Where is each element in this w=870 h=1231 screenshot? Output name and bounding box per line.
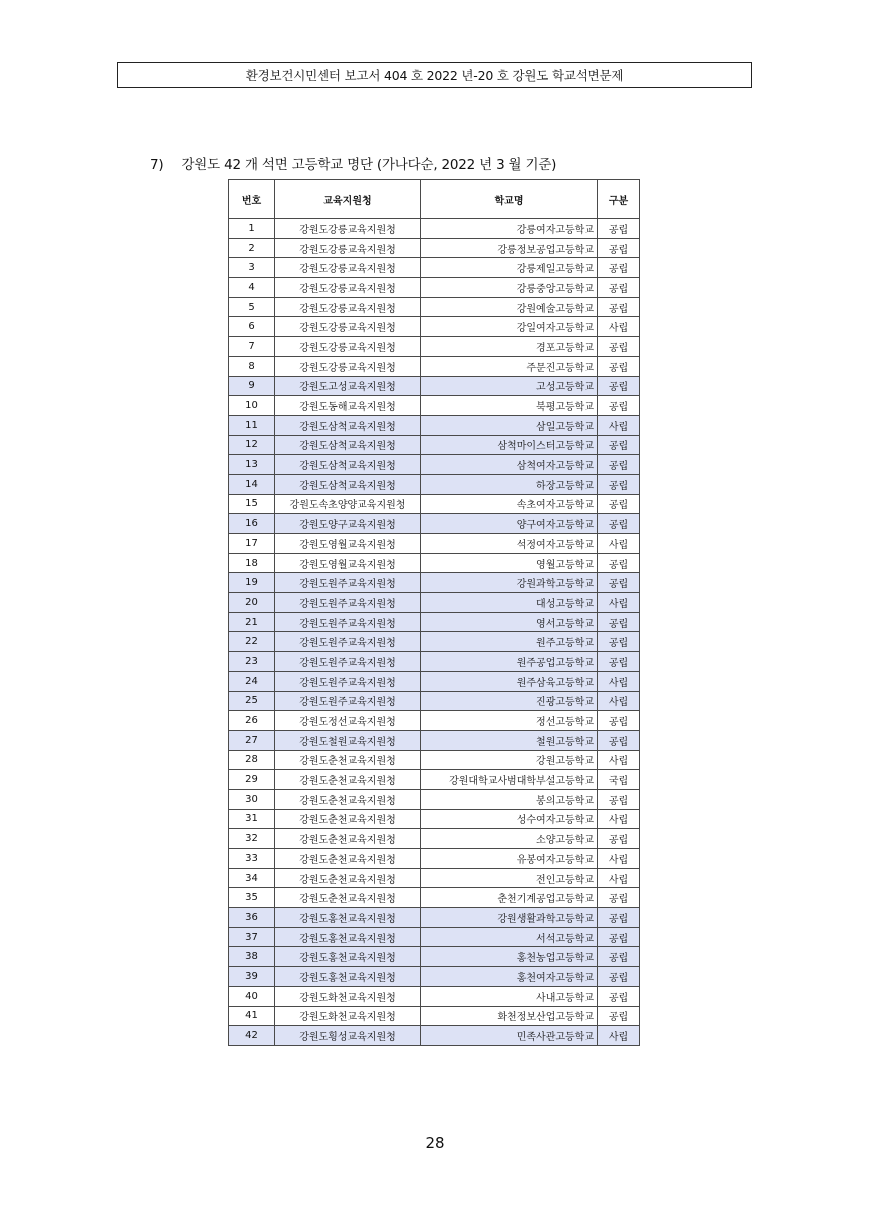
table-row [229, 908, 640, 928]
cell-school: 영월고등학교 [421, 553, 598, 573]
cell-school: 홍천여자고등학교 [421, 967, 598, 987]
cell-school: 양구여자고등학교 [421, 514, 598, 534]
cell-office: 강원도홍천교육지원청 [275, 967, 421, 987]
cell-school: 강릉여자고등학교 [421, 219, 598, 239]
table-row [229, 652, 640, 672]
cell-office: 강원도강릉교육지원청 [275, 219, 421, 239]
cell-school: 전인고등학교 [421, 868, 598, 888]
cell-type: 공립 [598, 396, 640, 416]
column-header-office: 교육지원청 [275, 180, 421, 219]
cell-type: 사립 [598, 671, 640, 691]
table-row [229, 1026, 640, 1046]
table-row [229, 593, 640, 613]
cell-office: 강원도강릉교육지원청 [275, 356, 421, 376]
table-row [229, 947, 640, 967]
cell-number: 2 [229, 238, 275, 258]
cell-number: 10 [229, 396, 275, 416]
cell-number: 16 [229, 514, 275, 534]
report-header-text: 환경보건시민센터 보고서 404 호 2022 년-20 호 강원도 학교석면문제 [245, 68, 624, 83]
cell-number: 38 [229, 947, 275, 967]
cell-number: 22 [229, 632, 275, 652]
cell-type: 공립 [598, 888, 640, 908]
cell-type: 공립 [598, 632, 640, 652]
cell-number: 31 [229, 809, 275, 829]
cell-type: 공립 [598, 573, 640, 593]
cell-type: 사립 [598, 534, 640, 554]
table-row [229, 455, 640, 475]
cell-school: 대성고등학교 [421, 593, 598, 613]
cell-number: 17 [229, 534, 275, 554]
table-row [229, 573, 640, 593]
cell-school: 원주고등학교 [421, 632, 598, 652]
table-row [229, 829, 640, 849]
table-row [229, 770, 640, 790]
cell-type: 공립 [598, 455, 640, 475]
cell-type: 공립 [598, 711, 640, 731]
table-row [229, 632, 640, 652]
cell-school: 유봉여자고등학교 [421, 849, 598, 869]
cell-school: 춘천기계공업고등학교 [421, 888, 598, 908]
table-row [229, 238, 640, 258]
cell-school: 삼척여자고등학교 [421, 455, 598, 475]
cell-number: 18 [229, 553, 275, 573]
table-header-row [229, 180, 640, 219]
table-row [229, 849, 640, 869]
cell-school: 진광고등학교 [421, 691, 598, 711]
cell-office: 강원도원주교육지원청 [275, 671, 421, 691]
cell-office: 강원도삼척교육지원청 [275, 415, 421, 435]
cell-office: 강원도삼척교육지원청 [275, 474, 421, 494]
cell-school: 홍천농업고등학교 [421, 947, 598, 967]
cell-school: 원주공업고등학교 [421, 652, 598, 672]
cell-number: 39 [229, 967, 275, 987]
cell-number: 19 [229, 573, 275, 593]
cell-office: 강원도영월교육지원청 [275, 553, 421, 573]
cell-number: 15 [229, 494, 275, 514]
cell-type: 공립 [598, 967, 640, 987]
table-row [229, 671, 640, 691]
cell-office: 강원도강릉교육지원청 [275, 317, 421, 337]
cell-school: 강원과학고등학교 [421, 573, 598, 593]
cell-office: 강원도원주교육지원청 [275, 632, 421, 652]
table-row [229, 474, 640, 494]
cell-office: 강원도화천교육지원청 [275, 986, 421, 1006]
cell-type: 사립 [598, 593, 640, 613]
cell-office: 강원도원주교육지원청 [275, 593, 421, 613]
cell-number: 37 [229, 927, 275, 947]
table-row [229, 356, 640, 376]
table-row [229, 534, 640, 554]
cell-type: 공립 [598, 278, 640, 298]
cell-number: 8 [229, 356, 275, 376]
cell-type: 공립 [598, 829, 640, 849]
cell-school: 강일여자고등학교 [421, 317, 598, 337]
table-row [229, 415, 640, 435]
cell-type: 공립 [598, 947, 640, 967]
cell-office: 강원도홍천교육지원청 [275, 908, 421, 928]
cell-number: 28 [229, 750, 275, 770]
section-title [150, 153, 556, 173]
table-row [229, 711, 640, 731]
table-row [229, 317, 640, 337]
cell-number: 27 [229, 730, 275, 750]
cell-school: 소양고등학교 [421, 829, 598, 849]
page-number: 28 [425, 1134, 445, 1152]
cell-school: 하장고등학교 [421, 474, 598, 494]
table-row [229, 494, 640, 514]
cell-type: 공립 [598, 1006, 640, 1026]
table-row [229, 612, 640, 632]
cell-office: 강원도춘천교육지원청 [275, 750, 421, 770]
cell-number: 23 [229, 652, 275, 672]
cell-number: 14 [229, 474, 275, 494]
cell-number: 7 [229, 337, 275, 357]
table-row [229, 868, 640, 888]
cell-type: 공립 [598, 238, 640, 258]
cell-office: 강원도강릉교육지원청 [275, 238, 421, 258]
cell-office: 강원도춘천교육지원청 [275, 849, 421, 869]
cell-school: 북평고등학교 [421, 396, 598, 416]
cell-number: 11 [229, 415, 275, 435]
cell-school: 강릉정보공업고등학교 [421, 238, 598, 258]
table-row [229, 888, 640, 908]
cell-school: 고성고등학교 [421, 376, 598, 396]
cell-type: 공립 [598, 258, 640, 278]
cell-school: 강원대학교사범대학부설고등학교 [421, 770, 598, 790]
cell-school: 봉의고등학교 [421, 789, 598, 809]
cell-number: 6 [229, 317, 275, 337]
cell-number: 35 [229, 888, 275, 908]
table-row [229, 376, 640, 396]
column-header-school: 학교명 [421, 180, 598, 219]
table-row [229, 750, 640, 770]
cell-number: 3 [229, 258, 275, 278]
cell-type: 사립 [598, 691, 640, 711]
cell-number: 26 [229, 711, 275, 731]
cell-office: 강원도강릉교육지원청 [275, 297, 421, 317]
cell-office: 강원도동해교육지원청 [275, 396, 421, 416]
cell-office: 강원도화천교육지원청 [275, 1006, 421, 1026]
cell-type: 공립 [598, 474, 640, 494]
cell-number: 21 [229, 612, 275, 632]
table-row [229, 337, 640, 357]
cell-type: 공립 [598, 908, 640, 928]
cell-number: 36 [229, 908, 275, 928]
cell-school: 영서고등학교 [421, 612, 598, 632]
cell-type: 사립 [598, 1026, 640, 1046]
cell-school: 속초여자고등학교 [421, 494, 598, 514]
table-row [229, 258, 640, 278]
cell-type: 공립 [598, 730, 640, 750]
cell-school: 성수여자고등학교 [421, 809, 598, 829]
cell-type: 공립 [598, 927, 640, 947]
cell-office: 강원도삼척교육지원청 [275, 435, 421, 455]
cell-school: 정선고등학교 [421, 711, 598, 731]
table-row [229, 297, 640, 317]
cell-school: 강원생활과학고등학교 [421, 908, 598, 928]
cell-type: 공립 [598, 612, 640, 632]
cell-number: 20 [229, 593, 275, 613]
table-row [229, 514, 640, 534]
cell-number: 30 [229, 789, 275, 809]
cell-type: 공립 [598, 337, 640, 357]
cell-number: 5 [229, 297, 275, 317]
cell-type: 국립 [598, 770, 640, 790]
cell-number: 42 [229, 1026, 275, 1046]
school-table [228, 179, 640, 1046]
cell-school: 삼척마이스터고등학교 [421, 435, 598, 455]
cell-office: 강원도횡성교육지원청 [275, 1026, 421, 1046]
table-row [229, 927, 640, 947]
cell-type: 공립 [598, 435, 640, 455]
cell-office: 강원도원주교육지원청 [275, 612, 421, 632]
report-header [117, 62, 752, 88]
cell-school: 경포고등학교 [421, 337, 598, 357]
cell-office: 강원도정선교육지원청 [275, 711, 421, 731]
table-row [229, 967, 640, 987]
cell-office: 강원도철원교육지원청 [275, 730, 421, 750]
cell-school: 강릉제일고등학교 [421, 258, 598, 278]
cell-number: 29 [229, 770, 275, 790]
cell-office: 강원도고성교육지원청 [275, 376, 421, 396]
cell-type: 사립 [598, 849, 640, 869]
cell-number: 9 [229, 376, 275, 396]
cell-office: 강원도강릉교육지원청 [275, 278, 421, 298]
table-row [229, 730, 640, 750]
section-title-text: 강원도 42 개 석면 고등학교 명단 (가나다순, 2022 년 3 월 기준) [181, 157, 557, 173]
table-row [229, 809, 640, 829]
cell-number: 25 [229, 691, 275, 711]
table-row [229, 396, 640, 416]
column-header-number: 번호 [229, 180, 275, 219]
cell-type: 사립 [598, 868, 640, 888]
cell-type: 공립 [598, 986, 640, 1006]
table-row [229, 691, 640, 711]
cell-number: 13 [229, 455, 275, 475]
cell-office: 강원도양구교육지원청 [275, 514, 421, 534]
cell-type: 공립 [598, 297, 640, 317]
cell-school: 서석고등학교 [421, 927, 598, 947]
column-header-type: 구분 [598, 180, 640, 219]
cell-office: 강원도강릉교육지원청 [275, 258, 421, 278]
cell-office: 강원도춘천교육지원청 [275, 770, 421, 790]
cell-type: 공립 [598, 553, 640, 573]
cell-type: 사립 [598, 809, 640, 829]
cell-type: 공립 [598, 356, 640, 376]
table-row [229, 435, 640, 455]
cell-office: 강원도영월교육지원청 [275, 534, 421, 554]
cell-school: 삼일고등학교 [421, 415, 598, 435]
cell-office: 강원도속초양양교육지원청 [275, 494, 421, 514]
section-number: 7) [150, 157, 164, 173]
cell-office: 강원도홍천교육지원청 [275, 947, 421, 967]
cell-number: 4 [229, 278, 275, 298]
cell-type: 공립 [598, 652, 640, 672]
table-row [229, 789, 640, 809]
cell-number: 32 [229, 829, 275, 849]
cell-office: 강원도원주교육지원청 [275, 573, 421, 593]
cell-number: 34 [229, 868, 275, 888]
table-row [229, 1006, 640, 1026]
cell-school: 원주삼육고등학교 [421, 671, 598, 691]
cell-number: 12 [229, 435, 275, 455]
cell-office: 강원도춘천교육지원청 [275, 888, 421, 908]
cell-office: 강원도춘천교육지원청 [275, 868, 421, 888]
cell-number: 33 [229, 849, 275, 869]
table-row [229, 553, 640, 573]
cell-school: 화천정보산업고등학교 [421, 1006, 598, 1026]
cell-office: 강원도홍천교육지원청 [275, 927, 421, 947]
cell-number: 40 [229, 986, 275, 1006]
table-row [229, 219, 640, 239]
table-row [229, 278, 640, 298]
table-row [229, 986, 640, 1006]
cell-type: 공립 [598, 494, 640, 514]
cell-type: 사립 [598, 317, 640, 337]
cell-school: 강릉중앙고등학교 [421, 278, 598, 298]
cell-school: 철원고등학교 [421, 730, 598, 750]
table-body [229, 219, 640, 1046]
cell-type: 공립 [598, 514, 640, 534]
cell-type: 공립 [598, 376, 640, 396]
cell-school: 주문진고등학교 [421, 356, 598, 376]
cell-school: 강원예술고등학교 [421, 297, 598, 317]
cell-type: 공립 [598, 219, 640, 239]
cell-type: 공립 [598, 789, 640, 809]
cell-type: 사립 [598, 750, 640, 770]
cell-school: 사내고등학교 [421, 986, 598, 1006]
cell-office: 강원도삼척교육지원청 [275, 455, 421, 475]
cell-number: 1 [229, 219, 275, 239]
cell-office: 강원도춘천교육지원청 [275, 809, 421, 829]
cell-office: 강원도춘천교육지원청 [275, 829, 421, 849]
cell-office: 강원도원주교육지원청 [275, 652, 421, 672]
cell-school: 석정여자고등학교 [421, 534, 598, 554]
cell-type: 사립 [598, 415, 640, 435]
cell-number: 41 [229, 1006, 275, 1026]
cell-school: 강원고등학교 [421, 750, 598, 770]
cell-office: 강원도강릉교육지원청 [275, 337, 421, 357]
cell-school: 민족사관고등학교 [421, 1026, 598, 1046]
cell-office: 강원도춘천교육지원청 [275, 789, 421, 809]
cell-office: 강원도원주교육지원청 [275, 691, 421, 711]
cell-number: 24 [229, 671, 275, 691]
